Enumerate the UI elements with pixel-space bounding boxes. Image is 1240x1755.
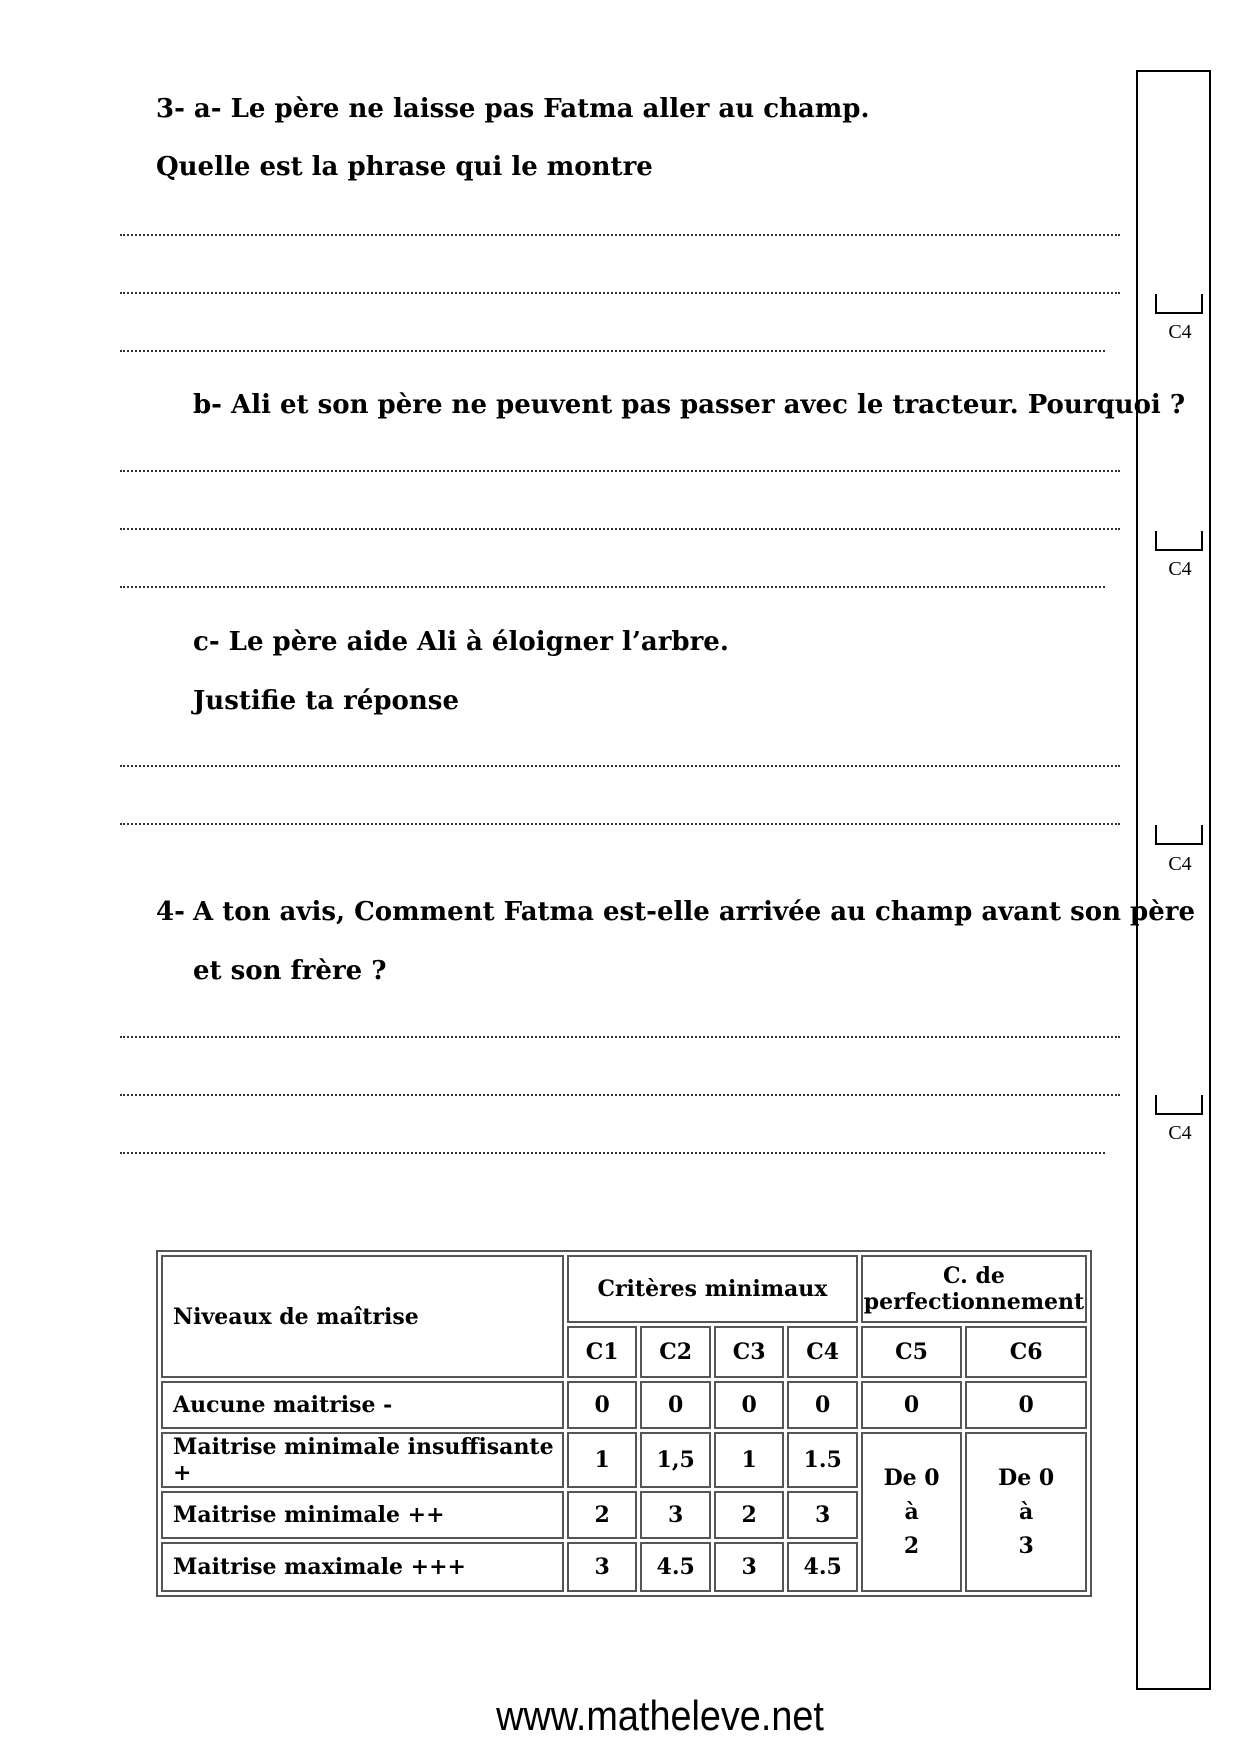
header-perfection-criteria: C. de perfectionnement	[861, 1255, 1087, 1323]
cell-value: 0	[787, 1381, 858, 1429]
question-3a-instruction: Quelle est la phrase qui le montre	[156, 152, 653, 182]
score-label-3b: C4	[1168, 558, 1192, 580]
answer-line-3b-2[interactable]	[120, 528, 1120, 530]
cell-value: 3	[787, 1491, 858, 1539]
answer-line-3a-1[interactable]	[120, 234, 1120, 236]
question-3c-text: c- Le père aide Ali à éloigner l’arbre.	[193, 627, 729, 657]
c5-range-from: De 0	[883, 1465, 940, 1491]
table-row	[161, 1381, 1087, 1429]
header-minimal-criteria: Critères minimaux	[567, 1255, 858, 1323]
c6-range-from: De 0	[998, 1465, 1055, 1491]
score-box-3b[interactable]	[1155, 531, 1203, 551]
answer-line-3b-3[interactable]	[120, 586, 1105, 588]
score-box-3c[interactable]	[1155, 825, 1203, 845]
answer-line-4-2[interactable]	[120, 1094, 1120, 1096]
c5-range-max: 2	[903, 1533, 920, 1559]
mastery-criteria-table	[156, 1250, 1092, 1597]
cell-value: 1	[567, 1432, 638, 1488]
question-4-text-continued: et son frère ?	[193, 956, 387, 986]
cell-value: 1.5	[787, 1432, 858, 1488]
criterion-c5: C5	[861, 1326, 962, 1378]
cell-value: 3	[567, 1542, 638, 1592]
cell-value: 0	[567, 1381, 638, 1429]
question-3c-instruction: Justifie ta réponse	[193, 686, 459, 716]
c5-range-to: à	[904, 1499, 919, 1525]
criterion-c1: C1	[567, 1326, 638, 1378]
header-levels: Niveaux de maîtrise	[161, 1255, 564, 1378]
cell-value: 4.5	[640, 1542, 711, 1592]
answer-line-3b-1[interactable]	[120, 470, 1120, 472]
score-label-4: C4	[1168, 1122, 1192, 1144]
row-label: Maitrise minimale insuffisante +	[161, 1432, 564, 1488]
score-box-4[interactable]	[1155, 1095, 1203, 1115]
question-3a-text: 3- a- Le père ne laisse pas Fatma aller au champ.	[156, 94, 870, 124]
question-3b-text: b- Ali et son père ne peuvent pas passer avec le tracteur. Pourquoi ?	[193, 390, 1186, 420]
answer-line-4-3[interactable]	[120, 1152, 1105, 1154]
score-box-3a[interactable]	[1155, 294, 1203, 314]
criterion-c6: C6	[965, 1326, 1087, 1378]
answer-line-4-1[interactable]	[120, 1036, 1120, 1038]
cell-value: 3	[640, 1491, 711, 1539]
answer-line-3c-2[interactable]	[120, 823, 1120, 825]
row-label: Aucune maitrise -	[161, 1381, 564, 1429]
row-label: Maitrise maximale +++	[161, 1542, 564, 1592]
cell-value: 2	[567, 1491, 638, 1539]
row-label: Maitrise minimale ++	[161, 1491, 564, 1539]
cell-value: 1	[714, 1432, 785, 1488]
cell-value: 0	[965, 1381, 1087, 1429]
answer-line-3a-3[interactable]	[120, 350, 1105, 352]
c6-range-max: 3	[1018, 1533, 1034, 1559]
cell-value: 4.5	[787, 1542, 858, 1592]
criterion-c3: C3	[714, 1326, 785, 1378]
c6-range-to: à	[1019, 1499, 1034, 1525]
criterion-c4: C4	[787, 1326, 858, 1378]
cell-value: 1,5	[640, 1432, 711, 1488]
answer-line-3c-1[interactable]	[120, 765, 1120, 767]
question-4-text: A ton avis, Comment Fatma est-elle arrivée au champ avant son père	[193, 897, 1195, 927]
criterion-c2: C2	[640, 1326, 711, 1378]
score-label-3a: C4	[1168, 321, 1192, 343]
answer-line-3a-2[interactable]	[120, 292, 1120, 294]
cell-value: 0	[714, 1381, 785, 1429]
cell-value: 2	[714, 1491, 785, 1539]
c6-range-cell	[965, 1432, 1087, 1592]
table-row	[161, 1432, 1087, 1488]
footer-website-link[interactable]: www.matheleve.net	[496, 1692, 824, 1739]
score-label-3c: C4	[1168, 853, 1192, 875]
question-4-number: 4-	[156, 897, 185, 927]
cell-value: 0	[640, 1381, 711, 1429]
cell-value: 0	[861, 1381, 962, 1429]
c5-range-cell	[861, 1432, 962, 1592]
cell-value: 3	[714, 1542, 785, 1592]
